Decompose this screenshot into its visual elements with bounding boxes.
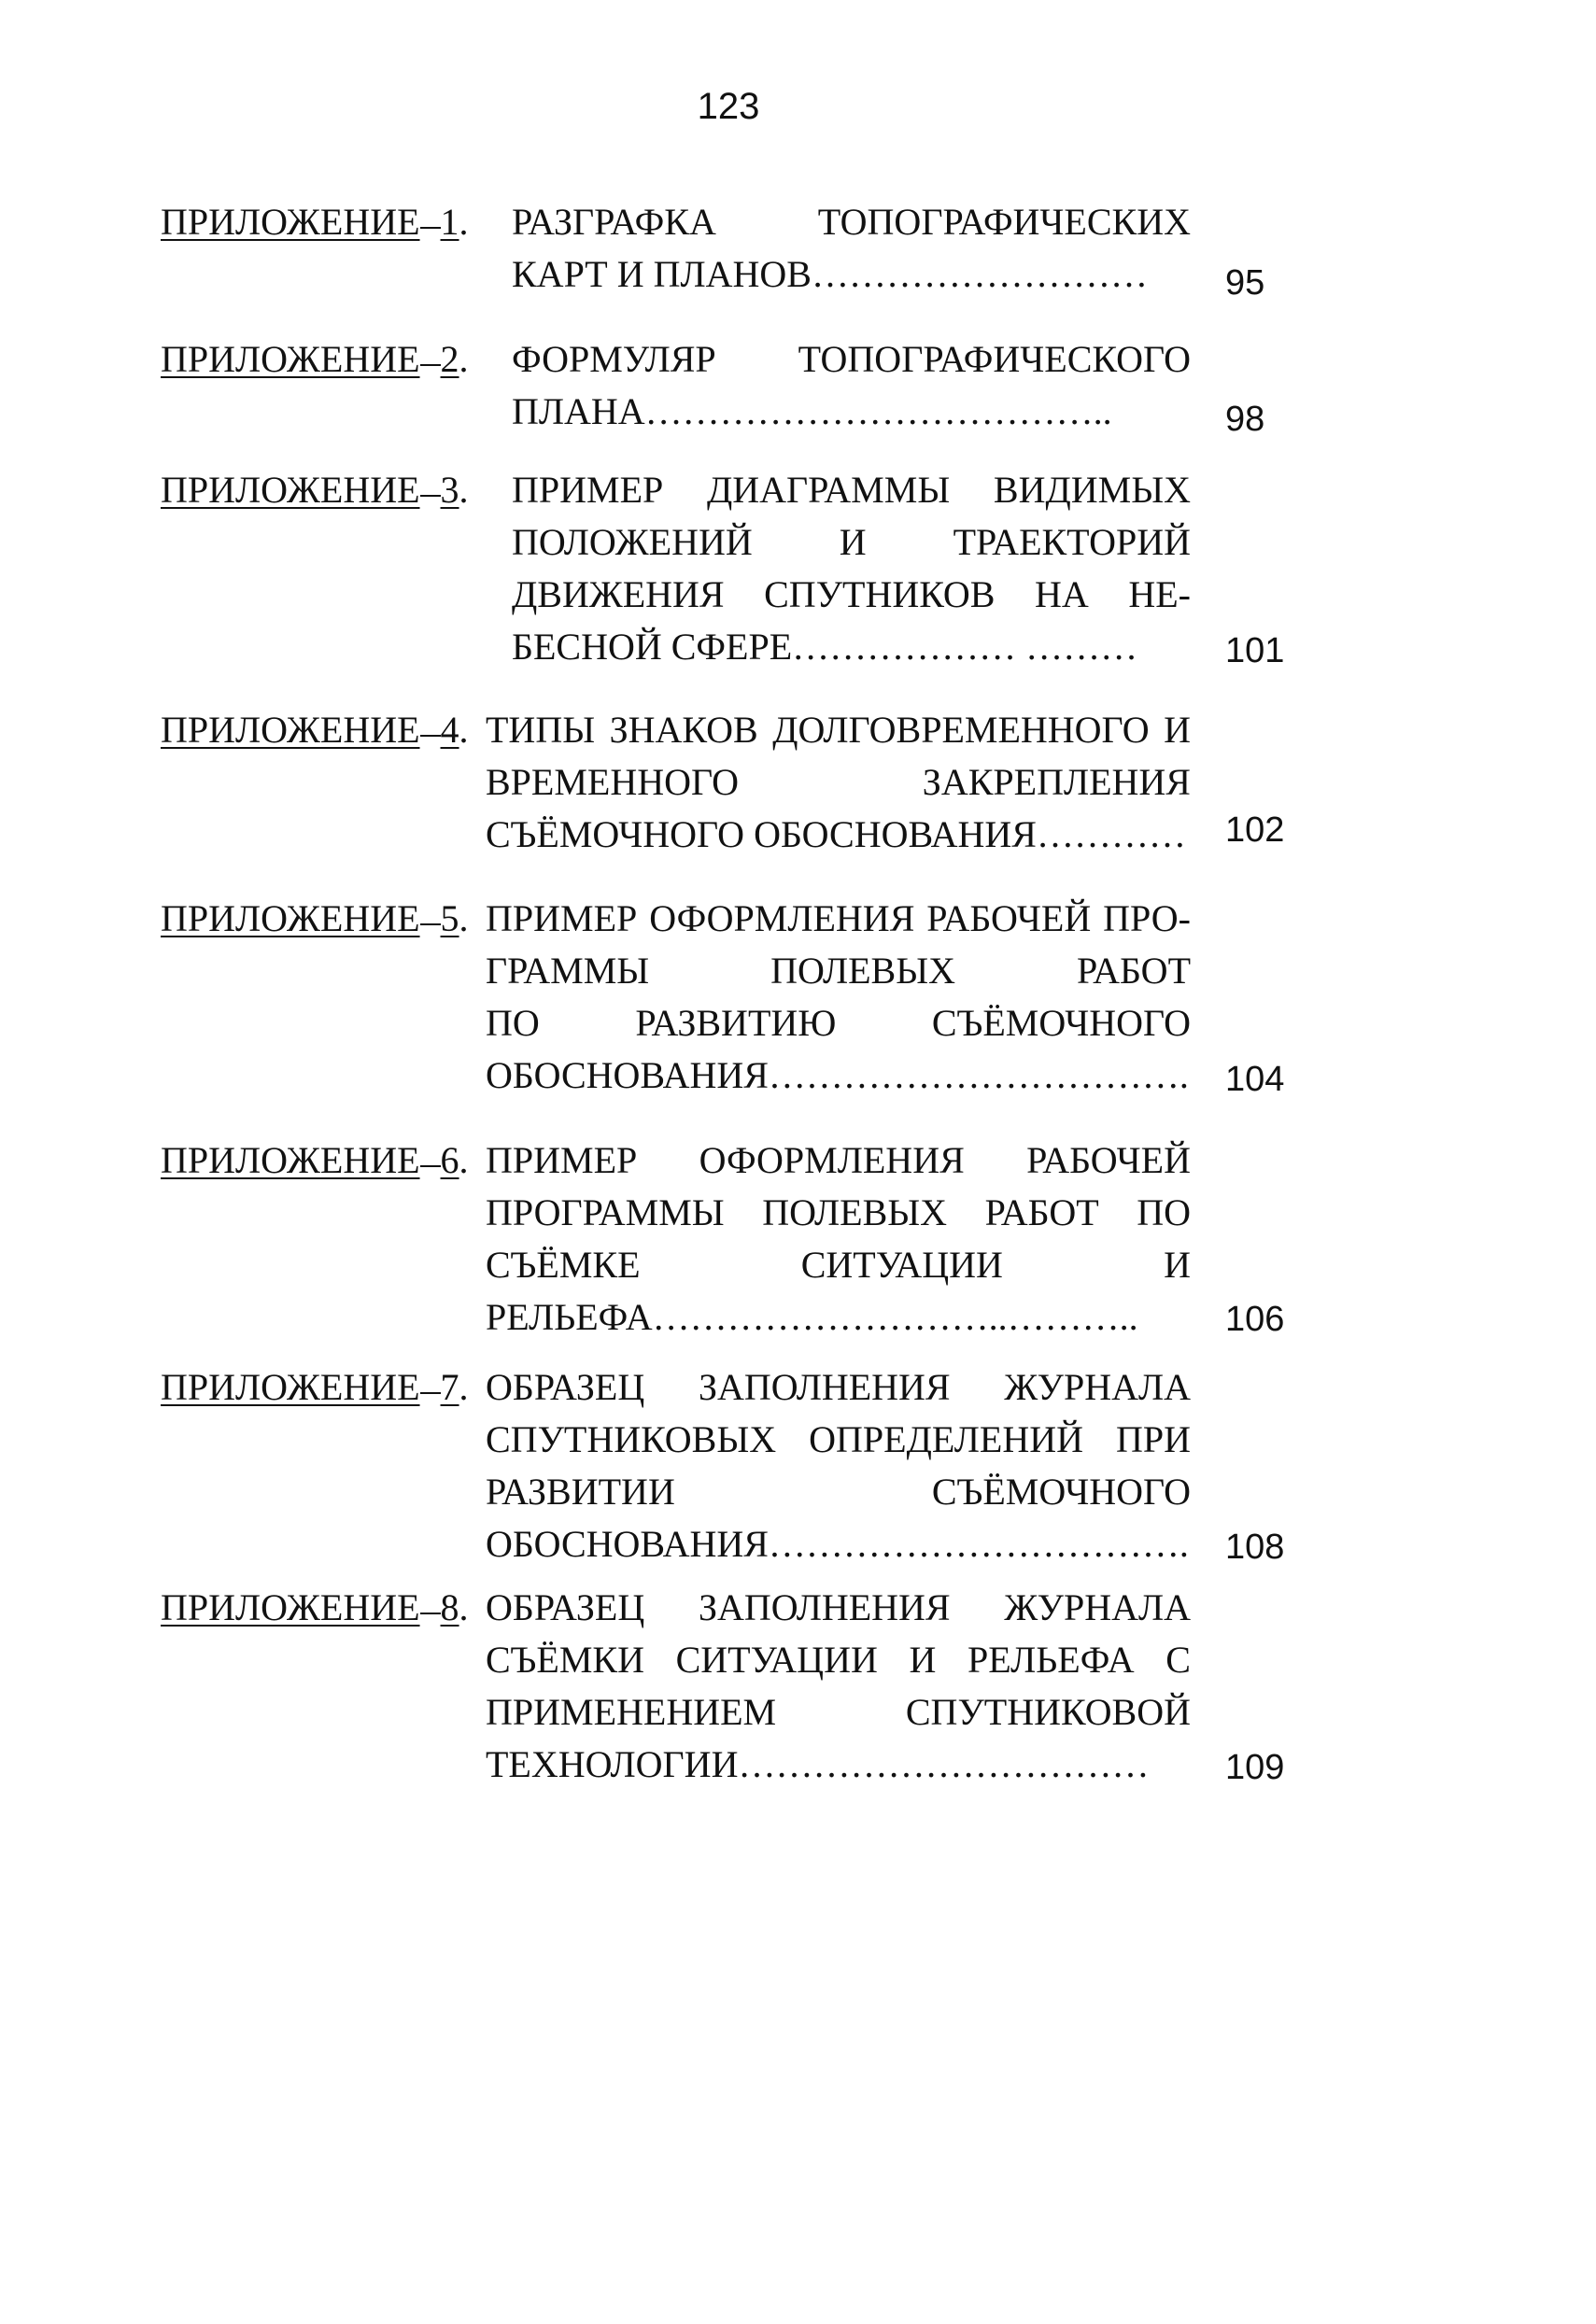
underline-gap [420, 704, 441, 737]
appendix-title [486, 893, 1191, 1102]
title-line: ПОЛОЖЕНИЙ И ТРАЕКТОРИЙ [512, 521, 1191, 563]
title-line: ПЛАНА……………………………….. [512, 390, 1112, 432]
appendix-number: 8 [440, 1586, 459, 1628]
appendix-word: ПРИЛОЖЕНИЕ [161, 338, 420, 380]
appendix-title [512, 333, 1191, 438]
number-period: . [459, 469, 469, 511]
appendix-title [486, 1361, 1191, 1570]
title-line: ОБРАЗЕЦ ЗАПОЛНЕНИЯ ЖУРНАЛА [486, 1366, 1191, 1408]
title-line: РАЗГРАФКА ТОПОГРАФИЧЕСКИХ [512, 201, 1191, 243]
title-line: ПО РАЗВИТИЮ СЪЁМОЧНОГО [486, 1002, 1191, 1044]
title-line: ГРАММЫ ПОЛЕВЫХ РАБОТ [486, 950, 1191, 992]
title-line: ТИПЫ ЗНАКОВ ДОЛГОВРЕМЕННОГО И [486, 709, 1191, 751]
appendix-title [512, 196, 1191, 301]
title-line: БЕСНОЙ СФЕРЕ……………… ……… [512, 626, 1138, 668]
appendix-label [161, 1134, 469, 1187]
appendix-word: ПРИЛОЖЕНИЕ [161, 469, 420, 511]
page-reference: 106 [1225, 1300, 1285, 1339]
number-period: . [459, 338, 469, 380]
title-line: ОБРАЗЕЦ ЗАПОЛНЕНИЯ ЖУРНАЛА [486, 1586, 1191, 1628]
appendix-word: ПРИЛОЖЕНИЕ [161, 1586, 420, 1628]
appendix-title [486, 704, 1191, 861]
appendix-title [486, 1134, 1191, 1344]
page-number: 123 [697, 86, 760, 127]
underline-gap [420, 1582, 441, 1614]
title-line: ТЕХНОЛОГИИ…………………………… [486, 1743, 1150, 1785]
title-line: ФОРМУЛЯР ТОПОГРАФИЧЕСКОГО [512, 338, 1191, 380]
title-line: ПРИМЕР ДИАГРАММЫ ВИДИМЫХ [512, 469, 1191, 511]
title-line: СПУТНИКОВЫХ ОПРЕДЕЛЕНИЙ ПРИ [486, 1418, 1191, 1460]
underline-gap [420, 1134, 441, 1167]
title-line: ОБОСНОВАНИЯ……………………………. [486, 1054, 1189, 1096]
page-reference: 108 [1225, 1528, 1285, 1567]
title-line: СЪЁМКЕ СИТУАЦИИ И [486, 1244, 1191, 1286]
number-period: . [459, 1586, 469, 1628]
number-period: . [459, 1366, 469, 1408]
title-line: ПРОГРАММЫ ПОЛЕВЫХ РАБОТ ПО [486, 1191, 1191, 1233]
appendix-label [161, 704, 469, 756]
appendix-number: 6 [440, 1139, 459, 1181]
underline-gap [420, 1361, 441, 1394]
page-reference: 104 [1225, 1060, 1285, 1099]
appendix-label [161, 1582, 469, 1634]
title-line: ДВИЖЕНИЯ СПУТНИКОВ НА НЕ- [512, 573, 1191, 615]
number-period: . [459, 897, 469, 939]
title-line: РЕЛЬЕФА………………………..……….. [486, 1296, 1138, 1338]
appendix-word: ПРИЛОЖЕНИЕ [161, 1139, 420, 1181]
appendix-word: ПРИЛОЖЕНИЕ [161, 897, 420, 939]
title-line: ПРИМЕНЕНИЕМ СПУТНИКОВОЙ [486, 1691, 1191, 1733]
number-period: . [459, 201, 469, 243]
underline-gap [420, 196, 441, 229]
underline-gap [420, 333, 441, 366]
title-line: ПРИМЕР ОФОРМЛЕНИЯ РАБОЧЕЙ ПРО- [486, 897, 1191, 939]
appendix-number: 1 [440, 201, 459, 243]
appendix-label [161, 333, 469, 386]
page-reference: 102 [1225, 810, 1285, 850]
page-reference: 98 [1225, 400, 1265, 439]
appendix-number: 7 [440, 1366, 459, 1408]
number-period: . [459, 1139, 469, 1181]
appendix-number: 5 [440, 897, 459, 939]
appendix-number: 3 [440, 469, 459, 511]
page-reference: 101 [1225, 631, 1285, 670]
appendix-word: ПРИЛОЖЕНИЕ [161, 709, 420, 751]
title-line: РАЗВИТИИ СЪЁМОЧНОГО [486, 1471, 1191, 1513]
page-reference: 109 [1225, 1748, 1285, 1787]
appendix-label [161, 196, 469, 248]
appendix-label [161, 893, 469, 945]
appendix-label [161, 1361, 469, 1414]
title-line: ВРЕМЕННОГО ЗАКРЕПЛЕНИЯ [486, 761, 1191, 803]
title-line: ПРИМЕР ОФОРМЛЕНИЯ РАБОЧЕЙ [486, 1139, 1191, 1181]
appendix-number: 2 [440, 338, 459, 380]
appendix-title [512, 464, 1191, 673]
appendix-word: ПРИЛОЖЕНИЕ [161, 201, 420, 243]
appendix-word: ПРИЛОЖЕНИЕ [161, 1366, 420, 1408]
appendix-number: 4 [440, 709, 459, 751]
appendix-title [486, 1582, 1191, 1791]
title-line: СЪЁМКИ СИТУАЦИИ И РЕЛЬЕФА С [486, 1639, 1191, 1681]
title-line: ОБОСНОВАНИЯ……………………………. [486, 1523, 1189, 1565]
appendix-label [161, 464, 469, 516]
underline-gap [420, 464, 441, 497]
page-reference: 95 [1225, 263, 1265, 303]
title-line: КАРТ И ПЛАНОВ……………………… [512, 253, 1148, 295]
number-period: . [459, 709, 469, 751]
underline-gap [420, 893, 441, 925]
title-line: СЪЁМОЧНОГО ОБОСНОВАНИЯ………… [486, 813, 1186, 855]
